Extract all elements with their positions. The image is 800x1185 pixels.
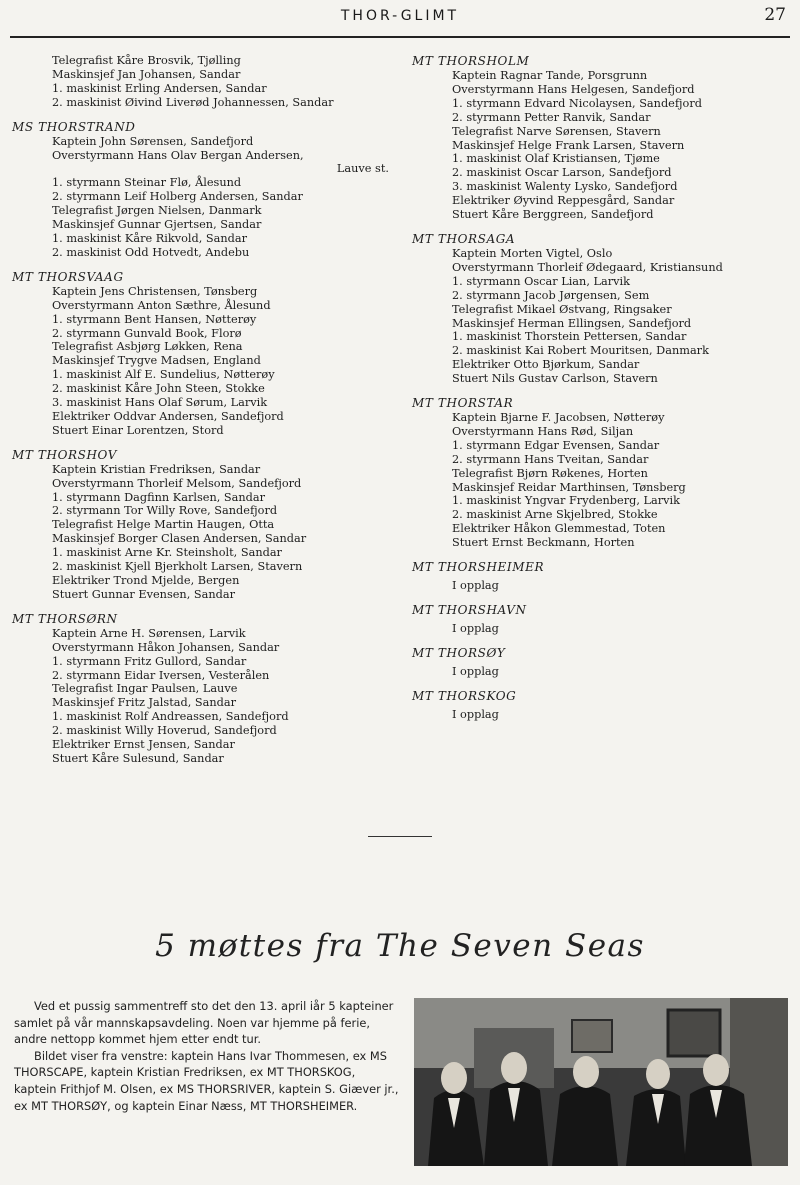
ship-section-thorsholm — [412, 54, 792, 222]
crew-line: Telegrafist Kåre Brosvik, Tjølling — [52, 54, 241, 67]
article-paragraph: Bildet viser fra venstre: kaptein Hans Ivar Thommesen, ex MS THORSCAPE, kaptein Kristian Fredriksen, ex MT THORSKOG, kaptein Frithjof M. Olsen, ex MS THORSRIVER, kaptein S. Giæver jr., ex MT THORSØY, og kaptein Einar Næss, MT THORSHEIMER. — [14, 1048, 399, 1113]
crew-line: Elektriker Ernst Jensen, Sandar — [52, 738, 235, 752]
crew-line: Maskinsjef Gunnar Gjertsen, Sandar — [52, 218, 262, 232]
ship-section-thorsvaag — [12, 270, 397, 438]
photo-illustration — [414, 998, 788, 1166]
crew-line: 2. maskinist Kjell Bjerkholt Larsen, Stavern — [52, 560, 303, 574]
crew-line: Telegrafist Mikael Østvang, Ringsaker — [452, 302, 672, 316]
crew-line: Maskinsjef Trygve Madsen, England — [52, 354, 261, 368]
status-laid-up: I opplag — [452, 622, 499, 636]
ship-section-thorsorn — [12, 612, 397, 766]
crew-line: Kaptein Jens Christensen, Tønsberg — [52, 284, 258, 298]
ship-section-thorsaga — [412, 232, 792, 386]
crew-line: 2. maskinist Øivind Liverød Johannessen, Sandar — [52, 95, 334, 109]
crew-line: 1. maskinist Yngvar Frydenberg, Larvik — [452, 494, 680, 508]
article-body — [14, 998, 399, 1114]
crew-line: 2. maskinist Arne Skjelbred, Stokke — [452, 508, 658, 522]
header-rule — [10, 36, 790, 38]
ship-section-thorstrand — [12, 120, 397, 260]
crew-line: 3. maskinist Walenty Lysko, Sandefjord — [452, 180, 678, 194]
page-number: 27 — [764, 5, 786, 25]
ship-section-thorshavn — [412, 603, 792, 636]
ship-name: MT THORSVAAG — [12, 269, 124, 284]
crew-line: 1. styrmann Fritz Gullord, Sandar — [52, 654, 247, 668]
crew-line: Stuert Gunnar Evensen, Sandar — [52, 587, 235, 601]
crew-line: Stuert Nils Gustav Carlson, Stavern — [452, 372, 658, 386]
crew-line: Elektriker Øyvind Reppesgård, Sandar — [452, 194, 675, 208]
crew-line: Telegrafist Ingar Paulsen, Lauve — [52, 682, 238, 696]
crew-line: Overstyrmann Hans Olav Bergan Andersen, — [52, 148, 304, 162]
ship-name: MT THORSØRN — [12, 611, 118, 626]
crew-line: 2. maskinist Odd Hotvedt, Andebu — [52, 245, 250, 259]
crew-line: 2. maskinist Oscar Larson, Sandefjord — [452, 166, 672, 180]
ship-name: MT THORSØY — [412, 646, 506, 661]
crew-line: 1. styrmann Dagfinn Karlsen, Sandar — [52, 490, 266, 504]
right-crew-column — [412, 54, 792, 732]
crew-line: Telegrafist Bjørn Røkenes, Horten — [452, 466, 648, 480]
crew-line: 2. styrmann Leif Holberg Andersen, Sandar — [52, 190, 303, 204]
crew-line: Overstyrmann Hans Rød, Siljan — [452, 424, 634, 438]
crew-line-continuation: Lauve st. — [336, 162, 389, 176]
crew-line: 2. maskinist Kai Robert Mouritsen, Danmark — [452, 344, 709, 358]
crew-line: Kaptein Bjarne F. Jacobsen, Nøtterøy — [452, 411, 665, 425]
crew-line: 1. styrmann Edvard Nicolaysen, Sandefjord — [452, 96, 702, 110]
ship-name: MT THORSAGA — [412, 231, 516, 246]
ship-section-thorsheimer — [412, 560, 792, 593]
crew-line: 1. maskinist Rolf Andreassen, Sandefjord — [52, 710, 289, 724]
crew-line: Kaptein John Sørensen, Sandefjord — [52, 134, 254, 148]
crew-line: Maskinsjef Jan Johansen, Sandar — [52, 67, 241, 81]
ship-section-thorstar — [412, 396, 792, 550]
ship-name: MT THORSHAVN — [412, 603, 527, 618]
left-crew-column — [12, 54, 397, 776]
ship-name: MT THORSKOG — [412, 689, 517, 704]
crew-line: Stuert Kåre Sulesund, Sandar — [52, 751, 224, 765]
crew-line: Overstyrmann Hans Helgesen, Sandefjord — [452, 82, 695, 96]
crew-line: 2. styrmann Petter Ranvik, Sandar — [452, 110, 651, 124]
crew-line: Kaptein Kristian Fredriksen, Sandar — [52, 462, 261, 476]
crew-line: 2. maskinist Willy Hoverud, Sandefjord — [52, 724, 277, 738]
crew-line: 1. styrmann Steinar Flø, Ålesund — [52, 176, 242, 190]
crew-line: 1. maskinist Erling Andersen, Sandar — [52, 81, 267, 95]
crew-line: Telegrafist Helge Martin Haugen, Otta — [52, 518, 275, 532]
crew-line: Kaptein Arne H. Sørensen, Larvik — [52, 626, 246, 640]
ship-name: MT THORSHEIMER — [412, 560, 545, 575]
status-laid-up: I opplag — [452, 665, 499, 679]
crew-line: Telegrafist Narve Sørensen, Stavern — [452, 124, 661, 138]
crew-line: Overstyrmann Thorleif Ødegaard, Kristiansund — [452, 260, 723, 274]
crew-line: Kaptein Ragnar Tande, Porsgrunn — [452, 69, 648, 82]
crew-line: Maskinsjef Fritz Jalstad, Sandar — [52, 696, 237, 710]
crew-line: 2. maskinist Kåre John Steen, Stokke — [52, 382, 265, 396]
crew-line: Kaptein Morten Vigtel, Oslo — [452, 246, 613, 260]
ship-name: MT THORSHOV — [12, 447, 118, 462]
ship-section-thorskog — [412, 689, 792, 722]
crew-line: Stuert Einar Lorentzen, Stord — [52, 423, 224, 437]
crew-line: Elektriker Trond Mjelde, Bergen — [52, 574, 240, 587]
crew-line: Elektriker Otto Bjørkum, Sandar — [452, 358, 640, 372]
crew-line: Maskinsjef Helge Frank Larsen, Stavern — [452, 138, 685, 152]
crew-line: Overstyrmann Anton Sæthre, Ålesund — [52, 298, 271, 312]
crew-line: Stuert Kåre Berggreen, Sandefjord — [452, 208, 654, 222]
crew-line: Telegrafist Asbjørg Løkken, Rena — [52, 340, 243, 354]
crew-line: 2. styrmann Jacob Jørgensen, Sem — [452, 288, 650, 302]
crew-line: Maskinsjef Borger Clasen Andersen, Sandar — [52, 532, 307, 546]
crew-line: 1. maskinist Kåre Rikvold, Sandar — [52, 231, 248, 245]
crew-line: Overstyrmann Håkon Johansen, Sandar — [52, 640, 280, 654]
crew-line: Maskinsjef Reidar Marthinsen, Tønsberg — [452, 480, 686, 494]
ship-name: MT THORSTAR — [412, 396, 514, 411]
crew-line: Maskinsjef Herman Ellingsen, Sandefjord — [452, 316, 692, 330]
ship-name: MT THORSHOLM — [412, 54, 530, 68]
ship-section-thorsoy — [412, 646, 792, 679]
crew-line: 1. styrmann Oscar Lian, Larvik — [452, 274, 630, 288]
article-paragraph: Ved et pussig sammentreff sto det den 13. april iår 5 kapteiner samlet på vår mannskapsavdeling. Noen var hjemme på ferie, andre nettopp kommet hjem etter endt tur. — [14, 999, 394, 1047]
ship-section-thorshov — [12, 448, 397, 602]
section-divider — [368, 836, 432, 837]
crew-line: 1. styrmann Edgar Evensen, Sandar — [452, 438, 660, 452]
crew-line: Telegrafist Jørgen Nielsen, Danmark — [52, 204, 262, 218]
status-laid-up: I opplag — [452, 708, 499, 722]
crew-line: Overstyrmann Thorleif Melsom, Sandefjord — [52, 476, 302, 490]
crew-line: 1. styrmann Bent Hansen, Nøtterøy — [52, 312, 257, 326]
captains-group-photo — [414, 998, 788, 1166]
crew-line: Elektriker Oddvar Andersen, Sandefjord — [52, 409, 284, 423]
crew-line: 2. styrmann Hans Tveitan, Sandar — [452, 452, 649, 466]
crew-line: 1. maskinist Thorstein Pettersen, Sandar — [452, 330, 687, 344]
crew-line: Elektriker Håkon Glemmestad, Toten — [452, 522, 666, 536]
crew-line: 1. maskinist Alf E. Sundelius, Nøtterøy — [52, 368, 275, 382]
running-header-title: THOR-GLIMT — [340, 8, 460, 24]
crew-line: 2. styrmann Eidar Iversen, Vesterålen — [52, 668, 270, 682]
crew-line: 3. maskinist Hans Olaf Sørum, Larvik — [52, 396, 268, 410]
crew-line: Stuert Ernst Beckmann, Horten — [452, 536, 635, 550]
ship-name: MS THORSTRAND — [12, 119, 136, 134]
crew-section-continued — [12, 54, 397, 110]
status-laid-up: I opplag — [452, 579, 499, 593]
article-headline: 5 møttes fra The Seven Seas — [155, 928, 645, 964]
crew-line: 1. maskinist Arne Kr. Steinsholt, Sandar — [52, 546, 282, 560]
crew-line: 2. styrmann Tor Willy Rove, Sandefjord — [52, 504, 278, 518]
crew-line: 1. maskinist Olaf Kristiansen, Tjøme — [452, 152, 660, 166]
crew-line: 2. styrmann Gunvald Book, Florø — [52, 326, 242, 340]
